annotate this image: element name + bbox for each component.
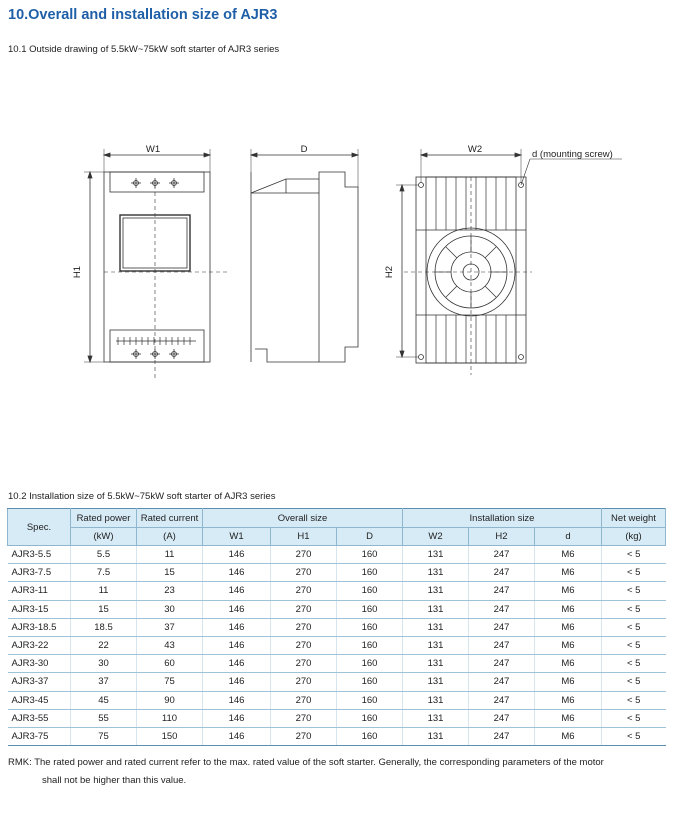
table-cell: 270: [271, 618, 337, 636]
remark-line-1: RMK: The rated power and rated current refer to the max. rated value of the soft starter. Generally, the corresponding parameters of the motor: [8, 757, 604, 768]
section-heading-outside-drawing: 10.1 Outside drawing of 5.5kW~75kW soft starter of AJR3 series: [8, 44, 280, 55]
table-cell: 160: [337, 709, 403, 727]
table-cell: 160: [337, 546, 403, 564]
table-cell: 146: [203, 727, 271, 745]
table-row: [8, 600, 666, 618]
table-cell: 15: [137, 564, 203, 582]
table-cell: 247: [469, 618, 535, 636]
table-cell: 45: [71, 691, 137, 709]
header-rated-current: Rated current: [137, 509, 203, 528]
table-cell: 131: [403, 691, 469, 709]
table-cell: AJR3-7.5: [8, 564, 71, 582]
table-cell: 131: [403, 618, 469, 636]
table-cell: M6: [535, 727, 602, 745]
table-cell: AJR3-75: [8, 727, 71, 745]
table-cell: 131: [403, 582, 469, 600]
table-cell: 55: [71, 709, 137, 727]
table-cell: 160: [337, 618, 403, 636]
table-cell: < 5: [602, 564, 666, 582]
header-h2: H2: [469, 528, 535, 546]
table-cell: 146: [203, 709, 271, 727]
table-cell: 23: [137, 582, 203, 600]
section-heading-installation-size: 10.2 Installation size of 5.5kW~75kW soft starter of AJR3 series: [8, 491, 276, 502]
table-cell: 131: [403, 709, 469, 727]
table-cell: AJR3-5.5: [8, 546, 71, 564]
page-title: 10.Overall and installation size of AJR3: [8, 7, 278, 23]
table-cell: AJR3-30: [8, 655, 71, 673]
table-cell: 247: [469, 564, 535, 582]
table-cell: 270: [271, 691, 337, 709]
table-cell: M6: [535, 709, 602, 727]
table-cell: 5.5: [71, 546, 137, 564]
table-row: [8, 546, 666, 564]
h1-label: H1: [72, 265, 83, 279]
header-rated-power-unit: (kW): [71, 528, 137, 546]
remark: [8, 754, 668, 790]
table-cell: 247: [469, 673, 535, 691]
table-cell: 160: [337, 655, 403, 673]
table-cell: 146: [203, 600, 271, 618]
table-cell: < 5: [602, 727, 666, 745]
table-row: [8, 709, 666, 727]
table-cell: 131: [403, 636, 469, 654]
table-cell: AJR3-11: [8, 582, 71, 600]
table-cell: 131: [403, 655, 469, 673]
table-cell: 11: [137, 546, 203, 564]
table-row: [8, 691, 666, 709]
table-cell: AJR3-45: [8, 691, 71, 709]
table-cell: 247: [469, 709, 535, 727]
table-cell: 43: [137, 636, 203, 654]
installation-size-table: [7, 508, 666, 746]
table-cell: M6: [535, 636, 602, 654]
table-cell: 247: [469, 636, 535, 654]
table-cell: 146: [203, 673, 271, 691]
table-cell: < 5: [602, 655, 666, 673]
table-cell: 146: [203, 618, 271, 636]
table-cell: 22: [71, 636, 137, 654]
table-cell: 247: [469, 691, 535, 709]
table-cell: 270: [271, 582, 337, 600]
table-cell: 18.5: [71, 618, 137, 636]
table-cell: AJR3-15: [8, 600, 71, 618]
table-cell: M6: [535, 618, 602, 636]
table-cell: 270: [271, 600, 337, 618]
front-view: [84, 149, 228, 380]
table-cell: 270: [271, 564, 337, 582]
table-cell: AJR3-18.5: [8, 618, 71, 636]
table-cell: 247: [469, 582, 535, 600]
table-cell: 146: [203, 655, 271, 673]
table-cell: 30: [137, 600, 203, 618]
table-cell: M6: [535, 691, 602, 709]
header-rated-power: Rated power: [71, 509, 137, 528]
table-cell: 146: [203, 546, 271, 564]
table-cell: < 5: [602, 709, 666, 727]
w2-label: W2: [467, 144, 483, 155]
table-body: [8, 546, 666, 746]
table-cell: < 5: [602, 582, 666, 600]
outline-drawing: [0, 135, 675, 385]
table-cell: AJR3-55: [8, 709, 71, 727]
table-cell: 270: [271, 727, 337, 745]
table-cell: < 5: [602, 673, 666, 691]
table-cell: 270: [271, 546, 337, 564]
table-cell: 160: [337, 600, 403, 618]
table-cell: 146: [203, 691, 271, 709]
table-cell: 150: [137, 727, 203, 745]
table-cell: 60: [137, 655, 203, 673]
table-cell: 160: [337, 673, 403, 691]
w1-label: W1: [145, 144, 161, 155]
table-cell: M6: [535, 673, 602, 691]
table-cell: 131: [403, 600, 469, 618]
table-cell: 75: [71, 727, 137, 745]
table-row: [8, 636, 666, 654]
table-cell: 160: [337, 564, 403, 582]
header-rated-current-unit: (A): [137, 528, 203, 546]
table-cell: < 5: [602, 636, 666, 654]
table-cell: 131: [403, 546, 469, 564]
header-d-screw: d: [535, 528, 602, 546]
header-overall-size: Overall size: [203, 509, 403, 528]
table-cell: AJR3-22: [8, 636, 71, 654]
table-cell: 146: [203, 582, 271, 600]
header-net-weight-unit: (kg): [602, 528, 666, 546]
table-cell: 247: [469, 600, 535, 618]
table-cell: M6: [535, 582, 602, 600]
table-cell: 37: [71, 673, 137, 691]
table-cell: 160: [337, 582, 403, 600]
table-cell: 160: [337, 636, 403, 654]
table-cell: AJR3-37: [8, 673, 71, 691]
table-cell: M6: [535, 600, 602, 618]
header-h1: H1: [271, 528, 337, 546]
table-cell: 270: [271, 709, 337, 727]
header-d: D: [337, 528, 403, 546]
table-cell: 247: [469, 727, 535, 745]
table-cell: 146: [203, 564, 271, 582]
table-row: [8, 673, 666, 691]
header-w2: W2: [403, 528, 469, 546]
h2-label: H2: [384, 265, 395, 279]
table-cell: 37: [137, 618, 203, 636]
table-row: [8, 727, 666, 745]
header-installation-size: Installation size: [403, 509, 602, 528]
table-cell: 270: [271, 673, 337, 691]
table-cell: < 5: [602, 600, 666, 618]
table-cell: 110: [137, 709, 203, 727]
table-row: [8, 655, 666, 673]
table-cell: 146: [203, 636, 271, 654]
table-cell: 247: [469, 546, 535, 564]
table-cell: 75: [137, 673, 203, 691]
table-cell: M6: [535, 564, 602, 582]
table-cell: M6: [535, 546, 602, 564]
table-cell: 270: [271, 636, 337, 654]
header-spec: Spec.: [8, 509, 71, 546]
table-cell: 160: [337, 727, 403, 745]
table-cell: 160: [337, 691, 403, 709]
table-cell: 131: [403, 727, 469, 745]
header-w1: W1: [203, 528, 271, 546]
table-cell: < 5: [602, 546, 666, 564]
table-cell: 247: [469, 655, 535, 673]
remark-line-2: shall not be higher than this value.: [42, 775, 187, 786]
table-cell: < 5: [602, 618, 666, 636]
side-view: [251, 149, 358, 362]
table-cell: 7.5: [71, 564, 137, 582]
table-cell: 131: [403, 673, 469, 691]
table-row: [8, 582, 666, 600]
table-cell: < 5: [602, 691, 666, 709]
table-cell: 15: [71, 600, 137, 618]
table-cell: 270: [271, 655, 337, 673]
header-net-weight: Net weight: [602, 509, 666, 528]
table-row: [8, 618, 666, 636]
table-cell: 30: [71, 655, 137, 673]
rear-view: [396, 149, 622, 375]
table-cell: 11: [71, 582, 137, 600]
table-cell: M6: [535, 655, 602, 673]
d-label: D: [300, 144, 308, 155]
table-cell: 131: [403, 564, 469, 582]
table-row: [8, 564, 666, 582]
table-cell: 90: [137, 691, 203, 709]
mounting-screw-label: d (mounting screw): [532, 149, 613, 160]
